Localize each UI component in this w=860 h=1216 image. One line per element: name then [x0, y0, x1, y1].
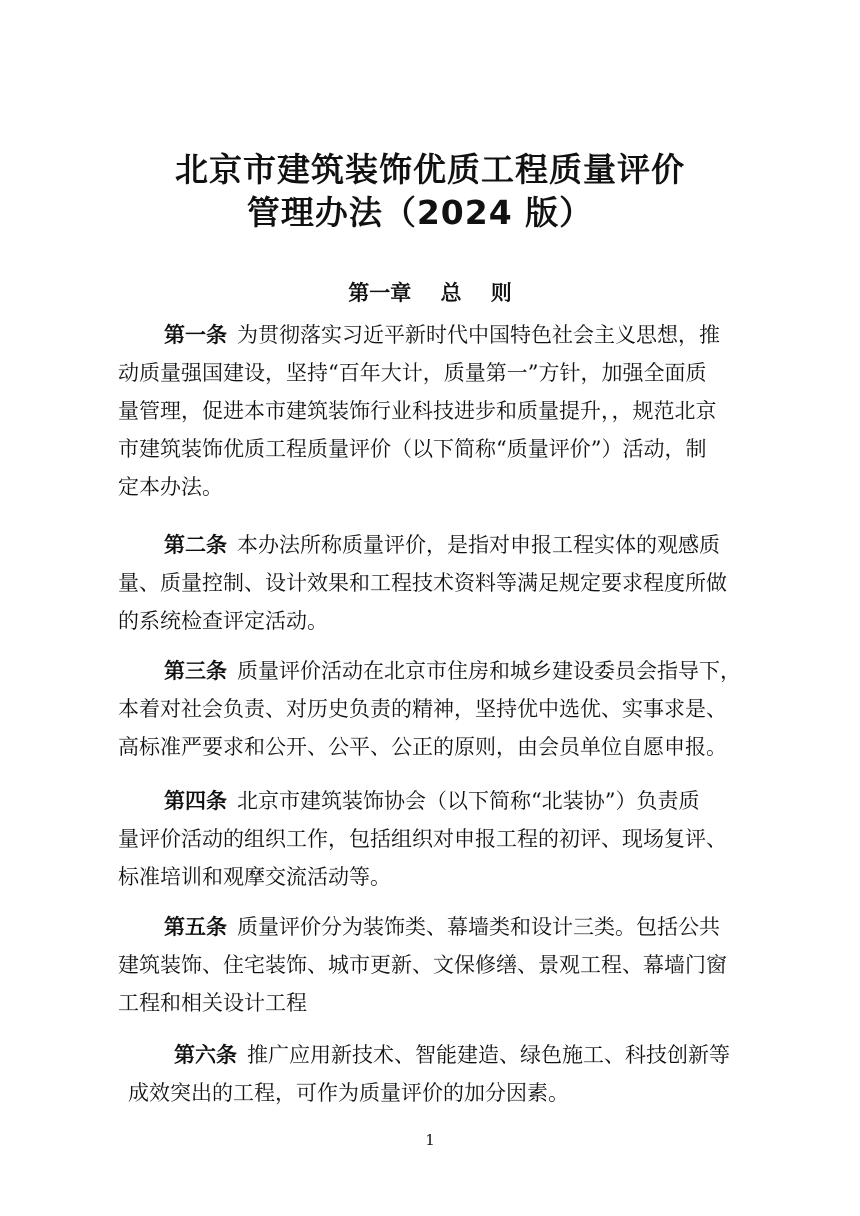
article-line [118, 782, 758, 820]
article-text: 为贯彻落实习近平新时代中国特色社会主义思想，推 [237, 323, 720, 347]
article-line: 量、质量控制、设计效果和工程技术资料等满足规定要求程度所做 [118, 571, 727, 595]
article-line: 动质量强国建设，坚持“百年大计，质量第一”方针，加强全面质 [118, 361, 707, 385]
article-6 [128, 1036, 768, 1112]
article-line: 成效突出的工程，可作为质量评价的加分因素。 [128, 1081, 569, 1105]
article-label: 第二条 [164, 533, 227, 557]
article-line: 量评价活动的组织工作，包括组织对申报工程的初评、现场复评、 [118, 827, 727, 851]
document-title-line-2: 管理办法（2024 版） [246, 193, 594, 232]
article-line [118, 316, 758, 354]
article-text: 本办法所称质量评价，是指对申报工程实体的观感质 [237, 533, 720, 557]
article-line: 量管理，促进本市建筑装饰行业科技进步和质量提升，，规范北京 [118, 399, 717, 423]
article-line: 建筑装饰、住宅装饰、城市更新、文保修缮、景观工程、幕墙门窗 [118, 953, 727, 977]
article-line [118, 908, 758, 946]
article-line: 工程和相关设计工程 [118, 991, 307, 1015]
article-line [128, 1036, 768, 1074]
article-label: 第四条 [164, 789, 227, 813]
page-number: 1 [425, 1131, 435, 1149]
article-line: 的系统检查评定活动。 [118, 609, 328, 633]
article-line: 定本办法。 [118, 475, 223, 499]
article-text: 推广应用新技术、智能建造、绿色施工、科技创新等 [247, 1043, 730, 1067]
article-line [118, 652, 758, 690]
article-line: 高标准严要求和公开、公平、公正的原则，由会员单位自愿申报。 [118, 735, 727, 759]
article-1 [118, 316, 758, 506]
article-label: 第三条 [164, 659, 227, 683]
article-2 [118, 526, 758, 640]
article-label: 第五条 [164, 915, 227, 939]
article-line: 市建筑装饰优质工程质量评价（以下简称“质量评价”）活动，制 [118, 437, 707, 461]
article-line [118, 526, 758, 564]
article-text: 北京市建筑装饰协会（以下简称“北装协”）负责质 [237, 789, 700, 813]
article-text: 质量评价活动在北京市住房和城乡建设委员会指导下， [237, 659, 741, 683]
article-5 [118, 908, 758, 1022]
document-title-line-1: 北京市建筑装饰优质工程质量评价 [175, 150, 685, 189]
article-label: 第一条 [164, 323, 227, 347]
article-3 [118, 652, 758, 766]
article-label: 第六条 [174, 1043, 237, 1067]
article-line: 标准培训和观摩交流活动等。 [118, 865, 391, 889]
article-line: 本着对社会负责、对历史负责的精神，坚持优中选优、实事求是、 [118, 697, 727, 721]
chapter-heading: 第一章 总 则 [348, 281, 512, 305]
article-4 [118, 782, 758, 896]
article-text: 质量评价分为装饰类、幕墙类和设计三类。包括公共 [237, 915, 720, 939]
